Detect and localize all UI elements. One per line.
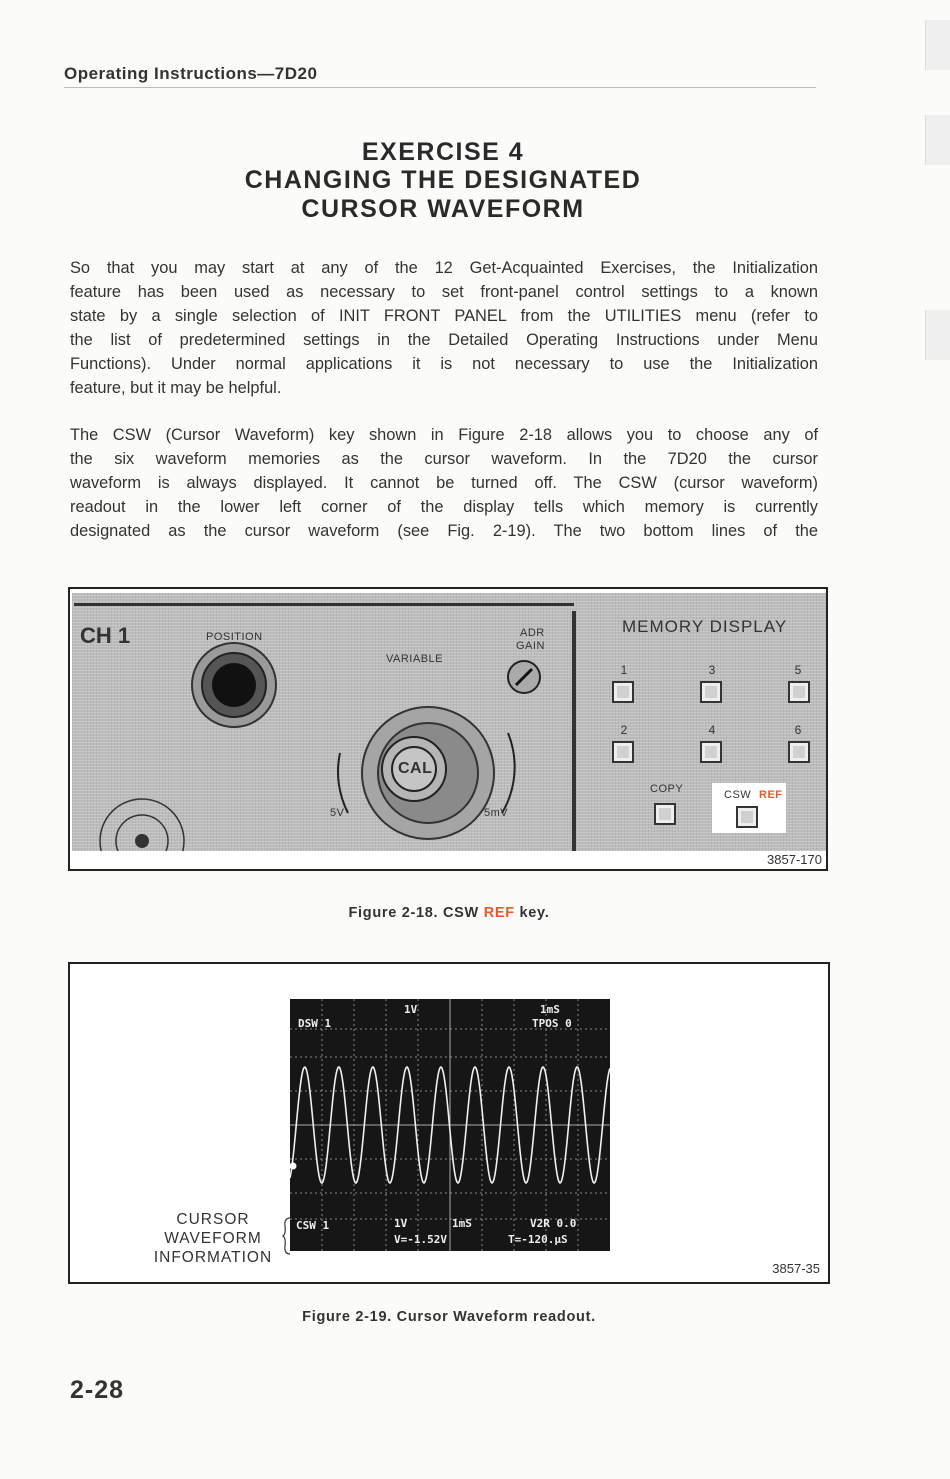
memory-key-label-3: 3: [708, 663, 716, 677]
figure-2-19-caption: Figure 2-19. Cursor Waveform readout.: [302, 1309, 596, 1325]
memory-key-6[interactable]: [788, 741, 810, 763]
screen-bottom-volts: 1V: [394, 1217, 408, 1230]
edge-tab: [925, 115, 950, 165]
ch1-label: CH 1: [80, 623, 131, 648]
caption-text: key.: [519, 905, 550, 921]
edge-tab: [925, 310, 950, 360]
text-line: waveform is always displayed. It cannot be turned off. The CSW (cursor waveform): [70, 474, 818, 492]
memory-key-1[interactable]: [612, 681, 634, 703]
csw-ref-highlight: [712, 783, 786, 833]
cursor-waveform-information-label: [142, 1210, 284, 1267]
header-rule: [64, 87, 816, 88]
figure-2-18-caption: [0, 905, 898, 921]
cal-label: CAL: [398, 760, 433, 777]
running-header: Operating Instructions—7D20: [64, 64, 318, 83]
memory-key-4[interactable]: [700, 741, 722, 763]
screen-v2r: V2R 0.0: [530, 1217, 577, 1230]
memory-key-label-1: 1: [620, 663, 628, 677]
5mv-label: 5mV: [484, 807, 509, 819]
memory-key-label-2: 2: [620, 723, 628, 737]
panel-divider: [572, 611, 576, 851]
variable-label: VARIABLE: [386, 653, 443, 665]
adr-label: ADR: [520, 627, 545, 639]
text-line: state by a single selection of INIT FRONT PANEL from the UTILITIES menu (refer to: [70, 307, 818, 325]
figure-number: 3857-35: [772, 1261, 820, 1276]
edge-tab: [925, 20, 950, 70]
caption-text: Figure 2-18. CSW: [348, 905, 479, 921]
screen-tpos: TPOS 0: [532, 1017, 572, 1030]
side-label-line: CURSOR: [176, 1211, 250, 1228]
screen-top-time: 1mS: [540, 1003, 560, 1016]
position-label: POSITION: [206, 631, 263, 643]
memory-key-label-4: 4: [708, 723, 716, 737]
screen-v-reading: V=-1.52V: [394, 1233, 447, 1246]
ref-label: REF: [759, 789, 783, 801]
exercise-title-line1: CHANGING THE DESIGNATED: [244, 166, 642, 194]
text-line: feature, but it may be helpful.: [70, 379, 282, 397]
paragraph-csw-key: [70, 423, 818, 543]
memory-key-label-6: 6: [794, 723, 802, 737]
text-line: designated as the cursor waveform (see Fig. 2-19). The two bottom lines of the: [70, 522, 818, 540]
screen-t-reading: T=-120.µS: [508, 1233, 568, 1246]
side-label-line: WAVEFORM: [164, 1230, 262, 1247]
side-label-line: INFORMATION: [153, 1249, 273, 1266]
text-line: Functions). Under normal applications it is not necessary to use the Initialization: [70, 355, 818, 373]
figure-2-19: [68, 962, 830, 1284]
memory-key-5[interactable]: [788, 681, 810, 703]
scope-screen: [290, 999, 610, 1251]
text-line: The CSW (Cursor Waveform) key shown in Figure 2-18 allows you to choose any of: [70, 426, 818, 444]
paragraph-initialization: [70, 256, 818, 400]
csw-label: CSW: [724, 789, 752, 801]
caption-ref: REF: [483, 905, 515, 921]
figure-2-18: [68, 587, 828, 871]
copy-label: COPY: [650, 783, 684, 795]
memory-key-3[interactable]: [700, 681, 722, 703]
screen-csw: CSW 1: [296, 1219, 330, 1232]
copy-key[interactable]: [654, 803, 676, 825]
csw-ref-key[interactable]: [736, 806, 758, 828]
screen-bottom-time: 1mS: [452, 1217, 472, 1230]
screen-dsw: DSW 1: [298, 1017, 332, 1030]
memory-key-label-5: 5: [794, 663, 802, 677]
memory-display-label: MEMORY DISPLAY: [622, 617, 788, 636]
gain-label: GAIN: [516, 640, 545, 652]
text-line: So that you may start at any of the 12 Get-Acquainted Exercises, the Initialization: [70, 259, 818, 277]
screen-top-volts: 1V: [404, 1003, 418, 1016]
front-panel-photo: [72, 593, 826, 851]
text-line: the list of predetermined settings in the Detailed Operating Instructions under Menu: [70, 331, 818, 349]
page-number: 2-28: [70, 1376, 125, 1404]
exercise-number: EXERCISE 4: [361, 138, 525, 166]
panel-knobs-drawing: [72, 593, 572, 851]
memory-key-2[interactable]: [612, 741, 634, 763]
exercise-title-line2: CURSOR WAVEFORM: [301, 195, 585, 223]
figure-number: 3857-170: [767, 852, 822, 867]
text-line: the six waveform memories as the cursor waveform. In the 7D20 the cursor: [70, 450, 818, 468]
scope-graticule: [290, 999, 610, 1251]
text-line: readout in the lower left corner of the display tells which memory is currently: [70, 498, 818, 516]
5v-label: 5V: [330, 807, 345, 819]
text-line: feature has been used as necessary to set front-panel control settings to a known: [70, 283, 818, 301]
